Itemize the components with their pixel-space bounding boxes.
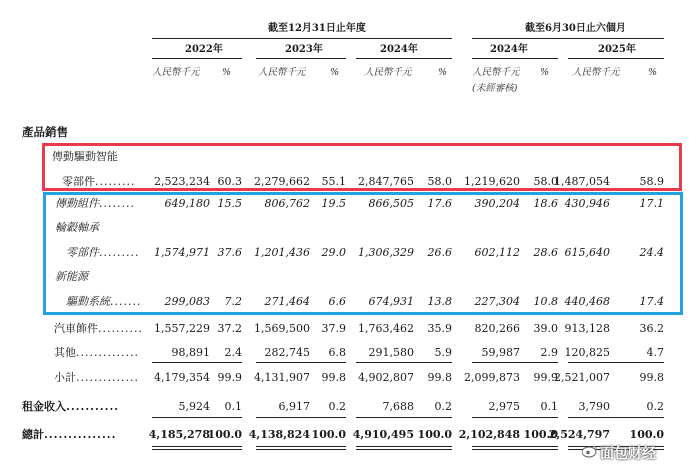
- row-label: 汽車飾件..........: [54, 322, 143, 335]
- row-label: 小計..............: [54, 371, 139, 384]
- percent-cell: 29.0: [321, 246, 346, 259]
- year-col-4: 2024年: [490, 44, 528, 55]
- percent-cell: 99.8: [427, 371, 452, 384]
- amount-cell: 602,112: [474, 246, 520, 259]
- divider: [152, 449, 242, 450]
- percent-cell: 60.3: [217, 175, 242, 188]
- percent-cell: 17.1: [639, 197, 664, 210]
- amount-cell: 4,902,807: [358, 371, 414, 384]
- percent-cell: 13.8: [427, 295, 452, 308]
- amount-cell: 2,524,797: [548, 428, 610, 441]
- amount-cell: 7,688: [382, 400, 414, 413]
- amount-cell: 1,306,329: [358, 246, 414, 259]
- amount-cell: 430,946: [564, 197, 610, 210]
- divider: [256, 417, 346, 418]
- divider: [568, 362, 664, 363]
- amount-cell: 4,131,907: [254, 371, 310, 384]
- percent-cell: 99.9: [533, 371, 558, 384]
- amount-cell: 1,763,462: [358, 322, 414, 335]
- divider: [256, 446, 346, 447]
- divider: [356, 417, 452, 418]
- percent-cell: 99.8: [321, 371, 346, 384]
- divider: [256, 362, 346, 363]
- percent-cell: 2.9: [540, 346, 558, 359]
- percent-cell: 58.0: [533, 175, 558, 188]
- amount-cell: 806,762: [264, 197, 310, 210]
- amount-cell: 2,279,662: [254, 175, 310, 188]
- percent-cell: 39.0: [533, 322, 558, 335]
- amount-cell: 299,083: [164, 295, 210, 308]
- amount-cell: 282,745: [264, 346, 310, 359]
- percent-cell: 4.7: [646, 346, 664, 359]
- divider: [356, 449, 452, 450]
- percent-cell: 17.6: [427, 197, 452, 210]
- percent-cell: 2.4: [224, 346, 242, 359]
- amount-cell: 2,102,848: [458, 428, 520, 441]
- percent-cell: 100.0: [523, 428, 558, 441]
- watermark: 面包财经: [600, 446, 656, 462]
- amount-cell: 271,464: [264, 295, 310, 308]
- amount-cell: 1,219,620: [464, 175, 520, 188]
- year-col-3: 2024年: [380, 44, 418, 55]
- pct-label: %: [330, 67, 340, 78]
- percent-cell: 17.4: [639, 295, 664, 308]
- row-label: 總計...............: [22, 428, 117, 441]
- amount-cell: 2,847,765: [358, 175, 414, 188]
- divider: [152, 38, 452, 39]
- amount-cell: 1,557,229: [154, 322, 210, 335]
- amount-cell: 440,468: [564, 295, 610, 308]
- row-label: 其他..............: [54, 346, 139, 359]
- amount-cell: 227,304: [474, 295, 520, 308]
- amount-cell: 1,487,054: [554, 175, 610, 188]
- divider: [568, 58, 664, 59]
- amount-cell: 2,521,007: [554, 371, 610, 384]
- divider: [356, 446, 452, 447]
- amount-cell: 913,128: [564, 322, 610, 335]
- row-label: 傳動驅動智能: [52, 150, 118, 163]
- unit-label: 人民幣千元: [472, 67, 520, 78]
- percent-cell: 99.9: [217, 371, 242, 384]
- percent-cell: 0.1: [224, 400, 242, 413]
- amount-cell: 2,523,234: [154, 175, 210, 188]
- section-title: 產品銷售: [22, 125, 68, 139]
- percent-cell: 99.8: [639, 371, 664, 384]
- row-label: 驅動系統.......: [66, 295, 142, 308]
- divider: [472, 38, 664, 39]
- unit-label: 人民幣千元: [258, 67, 306, 78]
- row-label: 零部件.........: [62, 175, 136, 188]
- percent-cell: 36.2: [639, 322, 664, 335]
- divider: [152, 417, 242, 418]
- amount-cell: 615,640: [564, 246, 610, 259]
- amount-cell: 820,266: [474, 322, 520, 335]
- percent-cell: 28.6: [533, 246, 558, 259]
- percent-cell: 37.2: [217, 322, 242, 335]
- amount-cell: 98,891: [171, 346, 210, 359]
- amount-cell: 6,917: [278, 400, 310, 413]
- amount-cell: 866,505: [368, 197, 414, 210]
- amount-cell: 4,138,824: [248, 428, 310, 441]
- amount-cell: 4,185,278: [148, 428, 210, 441]
- pct-label: %: [540, 67, 550, 78]
- amount-cell: 4,179,354: [154, 371, 210, 384]
- year-col-1: 2022年: [185, 44, 223, 55]
- unit-label: 人民幣千元: [572, 67, 620, 78]
- amount-cell: 649,180: [164, 197, 210, 210]
- divider: [152, 58, 242, 59]
- amount-cell: 291,580: [368, 346, 414, 359]
- percent-cell: 6.8: [328, 346, 346, 359]
- divider: [472, 446, 558, 447]
- row-label: 輪轂軸承: [55, 221, 99, 234]
- percent-cell: 55.1: [321, 175, 346, 188]
- amount-cell: 2,099,873: [464, 371, 520, 384]
- amount-cell: 1,569,500: [254, 322, 310, 335]
- divider: [256, 449, 346, 450]
- header-six-month-group: 截至6月30日止六個月: [525, 23, 626, 34]
- divider: [356, 362, 452, 363]
- row-label: 零部件.........: [66, 246, 140, 259]
- percent-cell: 0.2: [434, 400, 452, 413]
- year-col-5: 2025年: [598, 44, 636, 55]
- percent-cell: 0.2: [646, 400, 664, 413]
- percent-cell: 58.0: [427, 175, 452, 188]
- percent-cell: 18.6: [533, 197, 558, 210]
- row-label: 傳動組件........: [55, 197, 135, 210]
- unit-label: 人民幣千元: [152, 67, 200, 78]
- divider: [568, 417, 664, 418]
- percent-cell: 0.2: [328, 400, 346, 413]
- weibo-logo-icon: [582, 444, 598, 458]
- amount-cell: 120,825: [564, 346, 610, 359]
- row-label: 新能源: [55, 270, 88, 283]
- pct-label: %: [438, 67, 448, 78]
- amount-cell: 390,204: [474, 197, 520, 210]
- year-col-2: 2023年: [285, 44, 323, 55]
- percent-cell: 0.1: [540, 400, 558, 413]
- amount-cell: 59,987: [481, 346, 520, 359]
- pct-label: %: [648, 67, 658, 78]
- divider: [472, 417, 558, 418]
- percent-cell: 100.0: [629, 428, 664, 441]
- divider: [152, 362, 242, 363]
- percent-cell: 10.8: [533, 295, 558, 308]
- amount-cell: 2,975: [488, 400, 520, 413]
- percent-cell: 7.2: [224, 295, 242, 308]
- percent-cell: 24.4: [639, 246, 664, 259]
- divider: [472, 58, 558, 59]
- percent-cell: 37.6: [217, 246, 242, 259]
- amount-cell: 4,910,495: [352, 428, 414, 441]
- percent-cell: 5.9: [434, 346, 452, 359]
- pct-label: %: [222, 67, 232, 78]
- unaudited-label: (未經審核): [472, 83, 518, 94]
- divider: [472, 362, 558, 363]
- percent-cell: 6.6: [328, 295, 346, 308]
- percent-cell: 19.5: [321, 197, 346, 210]
- percent-cell: 100.0: [417, 428, 452, 441]
- header-year-group: 截至12月31日止年度: [268, 23, 366, 34]
- unit-label: 人民幣千元: [364, 67, 412, 78]
- percent-cell: 26.6: [427, 246, 452, 259]
- row-label: 租金收入...........: [22, 400, 120, 413]
- percent-cell: 100.0: [311, 428, 346, 441]
- percent-cell: 35.9: [427, 322, 452, 335]
- percent-cell: 100.0: [207, 428, 242, 441]
- divider: [152, 446, 242, 447]
- divider: [256, 58, 346, 59]
- amount-cell: 3,790: [578, 400, 610, 413]
- percent-cell: 37.9: [321, 322, 346, 335]
- divider: [356, 58, 452, 59]
- percent-cell: 15.5: [217, 197, 242, 210]
- amount-cell: 5,924: [178, 400, 210, 413]
- divider: [472, 449, 558, 450]
- amount-cell: 674,931: [368, 295, 414, 308]
- amount-cell: 1,574,971: [154, 246, 210, 259]
- percent-cell: 58.9: [639, 175, 664, 188]
- amount-cell: 1,201,436: [254, 246, 310, 259]
